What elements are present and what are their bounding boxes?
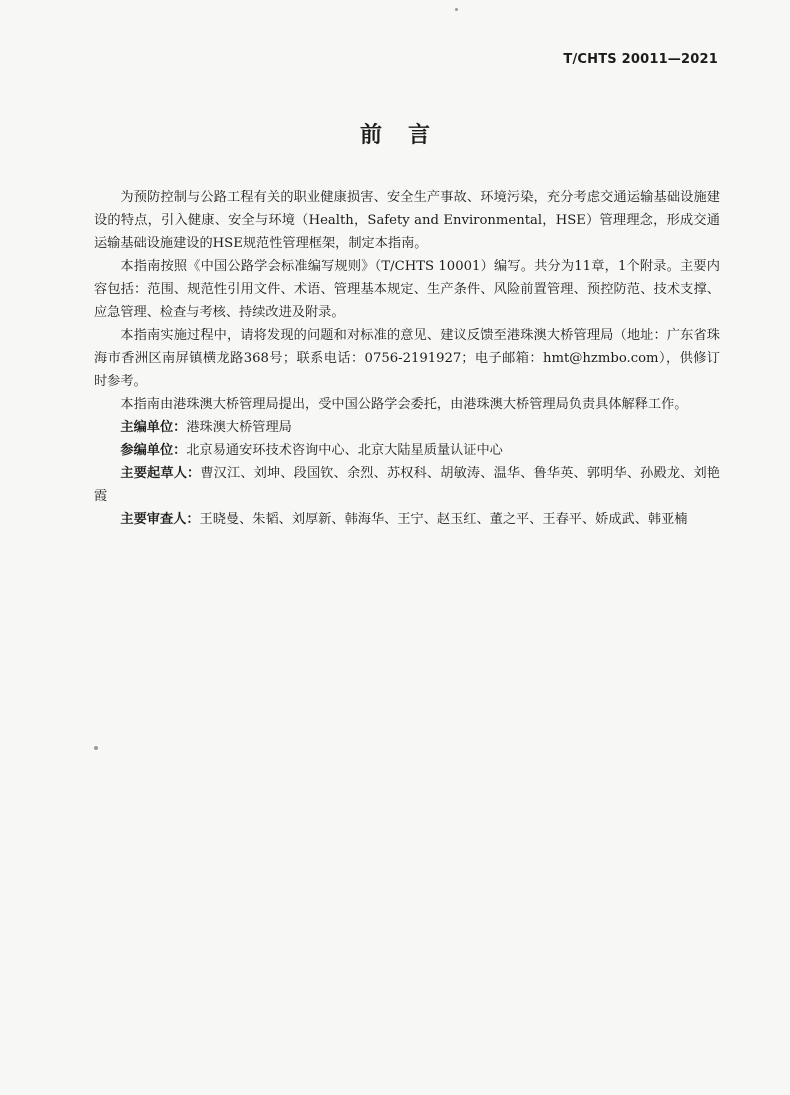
paragraph-feedback: 本指南实施过程中，请将发现的问题和对标准的意见、建议反馈至港珠澳大桥管理局（地址：广东省珠海市香洲区南屏镇横龙路368号；联系电话：0756-2191927；电子邮箱：hmt@hzmbo.com），供修订时参考。 bbox=[94, 328, 720, 389]
reviewers-value: 王晓曼、朱韬、刘厚新、韩海华、王宁、赵玉红、董之平、王春平、娇成武、韩亚楠 bbox=[199, 512, 688, 527]
scan-speck bbox=[94, 746, 98, 750]
participating-unit-line bbox=[94, 439, 720, 462]
document-code: T/CHTS 20011—2021 bbox=[563, 52, 718, 67]
participating-unit-label: 参编单位： bbox=[120, 443, 187, 458]
foreword-body bbox=[94, 186, 720, 531]
reviewers-line bbox=[94, 508, 720, 531]
participating-unit-value: 北京易通安环技术咨询中心、北京大陆星质量认证中心 bbox=[186, 443, 503, 458]
page-title: 前言 bbox=[359, 123, 456, 148]
paragraph-purpose: 为预防控制与公路工程有关的职业健康损害、安全生产事故、环境污染，充分考虑交通运输基础设施建设的特点，引入健康、安全与环境（Health，Safety and Environmental，HSE）管理理念，形成交通运输基础设施建设的HSE规范性管理框架，制定本指南。 bbox=[94, 190, 720, 251]
chief-unit-value: 港珠澳大桥管理局 bbox=[186, 420, 292, 435]
chief-unit-label: 主编单位： bbox=[120, 420, 187, 435]
drafters-label: 主要起草人： bbox=[120, 466, 201, 481]
paragraph-structure: 本指南按照《中国公路学会标准编写规则》（T/CHTS 10001）编写。共分为11章，1个附录。主要内容包括：范围、规范性引用文件、术语、管理基本规定、生产条件、风险前置管理、预控防范、技术支撑、应急管理、检查与考核、持续改进及附录。 bbox=[94, 259, 720, 320]
paragraph-interpretation: 本指南由港珠澳大桥管理局提出，受中国公路学会委托，由港珠澳大桥管理局负责具体解释工作。 bbox=[120, 397, 688, 412]
drafters-value: 曹汉江、刘坤、段国钦、余烈、苏权科、胡敏涛、温华、鲁华英、郭明华、孙殿龙、刘艳霞 bbox=[94, 466, 720, 504]
scan-speck bbox=[455, 8, 458, 11]
reviewers-label: 主要审查人： bbox=[120, 512, 200, 527]
drafters-line bbox=[94, 462, 720, 508]
chief-unit-line bbox=[94, 416, 720, 439]
